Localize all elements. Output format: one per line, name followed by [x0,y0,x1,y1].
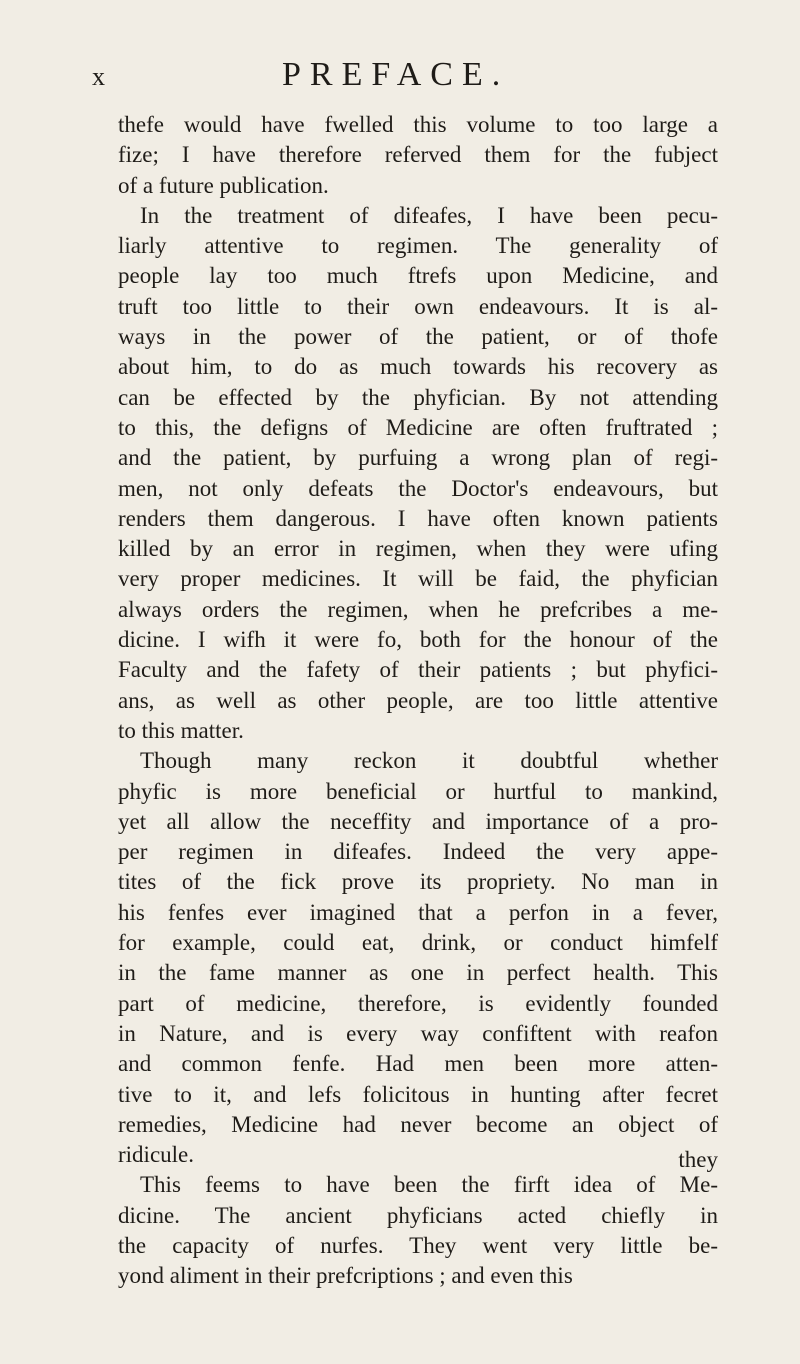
page-header [92,56,712,102]
paragraph [118,201,718,746]
text-line: tive to it, and lefs folicitous in hunting after fecret [118,1081,718,1107]
body-text [118,110,718,1292]
text-line: killed by an error in regimen, when they were ufing [118,536,718,562]
text-line: ways in the power of the patient, or of thofe [118,324,718,350]
text-line: In the treatment of difeafes, I have been pecu- [140,202,718,228]
text-line: Faculty and the fafety of their patients ; but phyfici- [118,657,718,683]
text-line: truft too little to their own endeavours. It is al- [118,293,718,319]
text-line: This feems to have been the firft idea of Me- [140,1172,718,1198]
text-line: dicine. I wifh it were fo, both for the honour of the [118,627,718,653]
text-line: to this matter. [118,717,244,743]
paragraph [118,1170,718,1291]
text-line: renders them dangerous. I have often known patients [118,505,718,531]
text-line: dicine. The ancient phyficians acted chiefly in [118,1202,718,1228]
page-number: x [92,62,106,91]
text-line: men, not only defeats the Doctor's endeavours, but [118,475,718,501]
text-line: about him, to do as much towards his recovery as [118,354,718,380]
text-line: very proper medicines. It will be faid, the phyfician [118,566,718,592]
text-line: and common fenfe. Had men been more atten- [118,1051,718,1077]
text-line: yond aliment in their prefcriptions ; and even this [118,1263,573,1289]
text-line: can be effected by the phyfician. By not attending [118,384,718,410]
text-line: ans, as well as other people, are too little attentive [118,687,718,713]
text-line: ridicule. [118,1142,194,1168]
text-line: people lay too much ftrefs upon Medicine, and [118,263,718,289]
text-line: phyfic is more beneficial or hurtful to mankind, [118,778,718,804]
paragraph [118,110,718,201]
text-line: in the fame manner as one in perfect health. This [118,960,718,986]
text-line: for example, could eat, drink, or conduct himfelf [118,930,718,956]
text-line: Though many reckon it doubtful whether [140,748,718,774]
text-line: tites of the fick prove its propriety. No man in [118,869,718,895]
paragraph [118,746,718,1170]
text-line: remedies, Medicine had never become an object of [118,1111,718,1137]
text-line: yet all allow the neceffity and importance of a pro- [118,808,718,834]
text-line: per regimen in difeafes. Indeed the very appe- [118,839,718,865]
text-line: always orders the regimen, when he prefcribes a me- [118,596,718,622]
text-line: his fenfes ever imagined that a perfon in a fever, [118,899,718,925]
text-line: of a future publication. [118,172,329,198]
catchword: they [678,1147,718,1172]
text-line: liarly attentive to regimen. The generality of [118,233,718,259]
text-line: thefe would have fwelled this volume to too large a [118,112,718,137]
text-line: part of medicine, therefore, is evidently founded [118,990,718,1016]
running-head: PREFACE. [282,56,510,93]
text-line: fize; I have therefore referved them for the fubject [118,142,718,168]
text-line: and the patient, by purfuing a wrong plan of regi- [118,445,718,471]
text-line: the capacity of nurfes. They went very little be- [118,1232,718,1258]
text-line: to this, the defigns of Medicine are often fruftrated ; [118,414,718,440]
text-line: in Nature, and is every way confiftent with reafon [118,1020,718,1046]
